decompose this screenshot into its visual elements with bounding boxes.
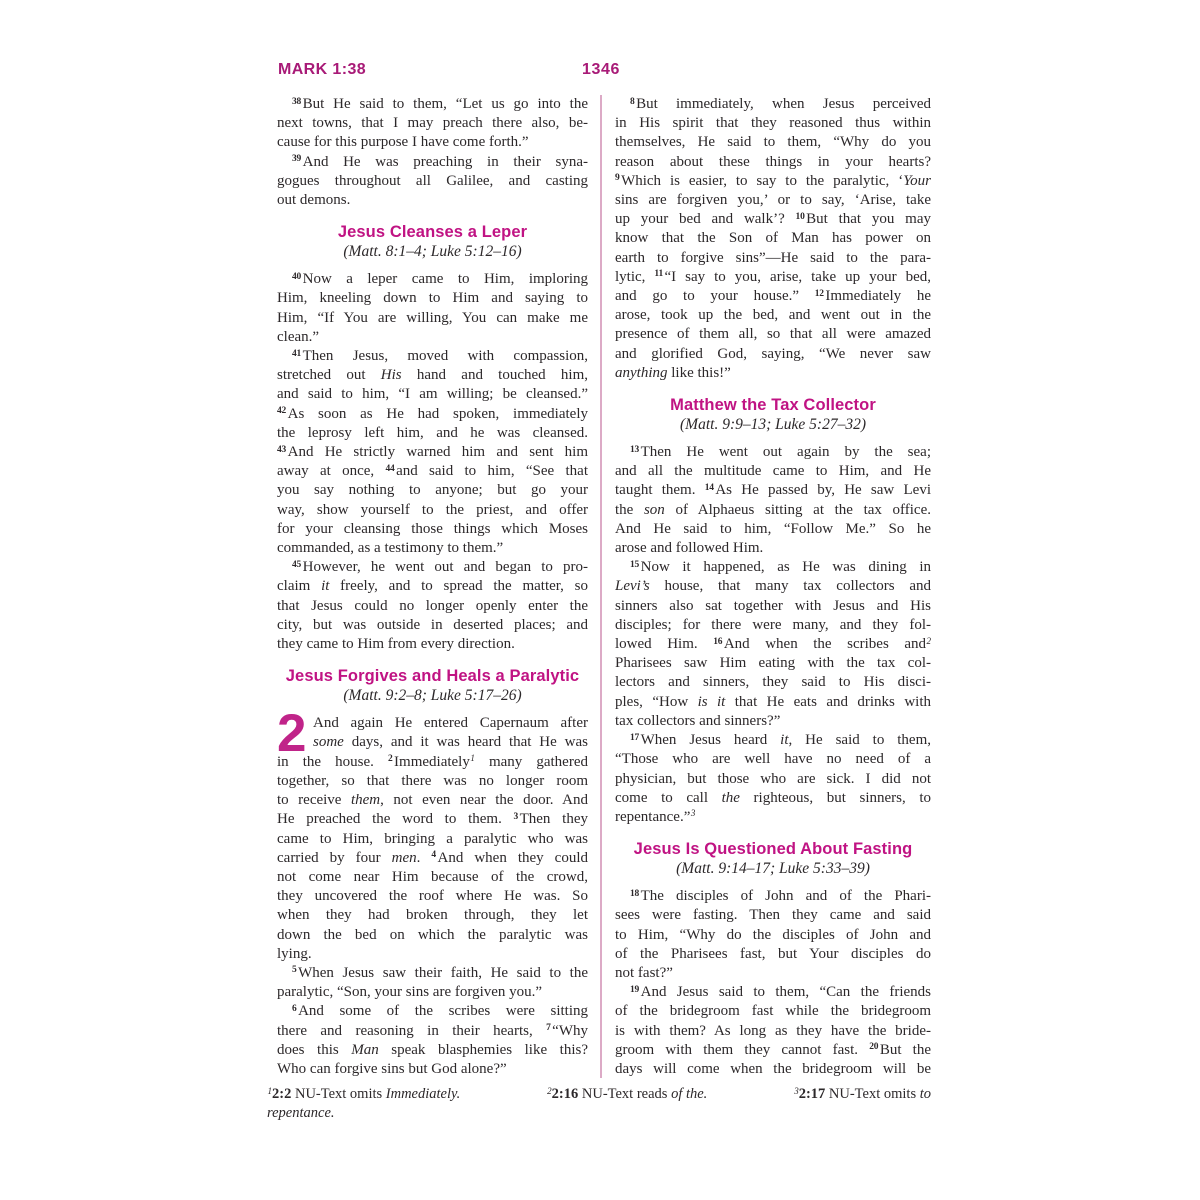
verse-line: up your bed and walk’? $^{10}$ But that you may bbox=[615, 211, 931, 228]
verse-line: to receive them, not even near the door. And bbox=[277, 792, 588, 809]
verse-line: of the bridegroom fast while the bridegroom bbox=[615, 1003, 931, 1020]
verse-paragraph bbox=[277, 1002, 588, 1079]
verse-line: you say nothing to anyone; but go your bbox=[277, 482, 588, 499]
verse-line: Him, kneeling down to Him and saying to bbox=[277, 290, 588, 307]
verse-line: away at once, $^{44}$ and said to him, “See that bbox=[277, 463, 588, 480]
verse-paragraph bbox=[277, 153, 588, 211]
verse-line: together, so that there was no longer room bbox=[277, 772, 588, 789]
verse-number: 42 bbox=[277, 406, 287, 417]
footnote-item: $^3$2:17 NU-Text omits to bbox=[794, 1085, 931, 1102]
verse-number: 4 bbox=[431, 850, 436, 861]
verse-line: not fast?” bbox=[615, 964, 673, 981]
verse-number: 15 bbox=[630, 559, 640, 570]
verse-line: the son of Alphaeus sitting at the tax office. bbox=[615, 501, 931, 518]
verse-number: 38 bbox=[292, 96, 302, 107]
verse-number: 16 bbox=[713, 636, 723, 647]
verse-line: and go to your house.” $^{12}$ Immediately he bbox=[615, 288, 931, 305]
verse-line: $^{45}$ However, he went out and began to pro- bbox=[292, 559, 588, 576]
verse-number: 5 bbox=[292, 965, 297, 976]
verse-line: Levi’s house, that many tax collectors and bbox=[615, 578, 931, 595]
verse-line: stretched out His hand and touched him, bbox=[277, 367, 588, 384]
verse-line: $^{40}$ Now a leper came to Him, imploring bbox=[292, 271, 588, 288]
verse-line: in His spirit that they reasoned thus within bbox=[615, 115, 931, 132]
verse-number: 7 bbox=[546, 1023, 551, 1034]
verse-line: $^{41}$ Then Jesus, moved with compassion, bbox=[292, 348, 588, 365]
footnote-marker: 3 bbox=[690, 808, 696, 819]
verse-line: for your cleansing those things which Moses bbox=[277, 520, 588, 537]
verse-line: of the Pharisees fast, but Your disciples do bbox=[615, 945, 931, 962]
section-heading: Jesus Forgives and Heals a Paralytic bbox=[285, 667, 580, 686]
verse-paragraph bbox=[277, 347, 588, 558]
verse-line: Him, “If You are willing, You can make me bbox=[277, 309, 588, 326]
verse-number: 19 bbox=[630, 984, 640, 995]
verse-line: gogues throughout all Galilee, and casting bbox=[277, 172, 588, 189]
verse-line: clean.” bbox=[277, 328, 320, 345]
page bbox=[267, 55, 931, 1121]
cross-reference: (Matt. 9:9–13; Luke 5:27–32) bbox=[680, 416, 866, 434]
verse-line: $^{13}$ Then He went out again by the sea; bbox=[630, 444, 931, 461]
running-head-book-reference: MARK 1:38 bbox=[278, 61, 367, 78]
verse-line: lying. bbox=[277, 945, 312, 962]
verse-line: came to Him, bringing a paralytic who was bbox=[277, 830, 588, 847]
verse-paragraph bbox=[277, 270, 588, 347]
verse-line: $^{43}$ And He strictly warned him and sent him bbox=[277, 444, 588, 461]
verse-line: claim it freely, and to spread the matter, so bbox=[277, 578, 588, 595]
verse-line: that Jesus could no longer openly enter the bbox=[277, 597, 588, 614]
chapter-number-dropcap: 2 bbox=[277, 704, 307, 764]
verse-number: 40 bbox=[292, 271, 302, 282]
verse-line: days will come when the bridegroom will be bbox=[615, 1060, 931, 1077]
verse-line: paralytic, “Son, your sins are forgiven you.” bbox=[277, 984, 543, 1001]
footnote-marker: 2 bbox=[547, 1085, 552, 1096]
verse-line: repentance.”$^3$ bbox=[615, 808, 696, 825]
verse-line: the leprosy left him, and he was cleansed. bbox=[277, 424, 588, 441]
verse-line: way, show yourself to the priest, and offer bbox=[277, 501, 588, 518]
verse-line: lytic, $^{11}$ “I say to you, arise, take up your bed, bbox=[615, 268, 931, 285]
cross-reference: (Matt. 9:14–17; Luke 5:33–39) bbox=[676, 860, 870, 878]
verse-line: presence of them all, so that all were amazed bbox=[615, 326, 931, 343]
verse-line: $^9$ Which is easier, to say to the paralytic, ‘Your bbox=[615, 172, 931, 189]
verse-line: city, but was outside in deserted places; and bbox=[277, 616, 588, 633]
verse-line: Who can forgive sins but God alone?” bbox=[277, 1060, 507, 1077]
footnote-item: $^2$2:16 NU-Text reads of the. bbox=[547, 1085, 708, 1102]
verse-line: themselves, He said to them, “Why do you bbox=[615, 134, 931, 151]
verse-paragraph bbox=[277, 95, 588, 153]
verse-line: $^{17}$ When Jesus heard it, He said to them, bbox=[630, 732, 931, 749]
verse-number: 12 bbox=[814, 288, 824, 299]
verse-line: sins are forgiven you,’ or to say, ‘Arise, take bbox=[615, 192, 931, 209]
verse-number: 43 bbox=[277, 444, 287, 455]
verse-line: commanded, as a testimony to them.” bbox=[277, 540, 504, 557]
verse-paragraph bbox=[277, 704, 588, 964]
verse-line: in the house. $^2$ Immediately$^1$ many gathered bbox=[277, 753, 588, 770]
verse-line: next towns, that I may preach there also, be- bbox=[277, 115, 588, 132]
verse-line: some days, and it was heard that He was bbox=[313, 734, 588, 751]
verse-line: earth to forgive sins”—He said to the para- bbox=[615, 249, 931, 266]
verse-line: $^5$ When Jesus saw their faith, He said to the bbox=[292, 964, 588, 981]
verse-line: when they had broken through, they let bbox=[277, 907, 588, 924]
verse-line: and glorified God, saying, “We never saw bbox=[615, 345, 931, 362]
verse-line: arose, took up the bed, and went out in the bbox=[615, 307, 931, 324]
verse-line: they came to Him from every direction. bbox=[277, 636, 515, 653]
verse-number: 13 bbox=[630, 444, 640, 455]
verse-number: 14 bbox=[704, 482, 714, 493]
verse-line: does this Man speak blasphemies like this? bbox=[277, 1041, 588, 1058]
verse-line: taught them. $^{14}$ As He passed by, He saw Levi bbox=[615, 482, 931, 499]
cross-reference: (Matt. 8:1–4; Luke 5:12–16) bbox=[343, 243, 522, 261]
verse-line: is with them? As long as they have the bride- bbox=[615, 1022, 931, 1039]
verse-line: to Him, “Why do the disciples of John and bbox=[615, 926, 931, 943]
verse-number: 44 bbox=[385, 463, 395, 474]
verse-number: 17 bbox=[630, 732, 640, 743]
verse-line: $^6$ And some of the scribes were sitting bbox=[292, 1003, 588, 1020]
verse-number: 8 bbox=[630, 96, 635, 107]
verse-line: $^{18}$ The disciples of John and of the Phari- bbox=[630, 888, 931, 905]
footnote-item: $^1$2:2 NU-Text omits Immediately. bbox=[267, 1085, 461, 1102]
verse-line: disciples; for there were many, and they fol- bbox=[615, 616, 931, 633]
verse-line: lowed Him. $^{16}$ And when the scribes and$^2$ bbox=[615, 635, 931, 653]
verse-number: 9 bbox=[615, 173, 620, 184]
verse-line: not come near Him because of the crowd, bbox=[277, 868, 588, 885]
verse-number: 2 bbox=[387, 754, 393, 765]
verse-line: He preached the word to them. $^3$ Then they bbox=[277, 811, 588, 828]
verse-number: 18 bbox=[630, 888, 640, 899]
verse-line: come to call the righteous, but sinners, to bbox=[615, 789, 931, 806]
verse-line: and said to him, “I am willing; be cleansed.” bbox=[277, 386, 588, 403]
verse-number: 41 bbox=[292, 348, 302, 359]
verse-number: 39 bbox=[292, 154, 302, 165]
page-header bbox=[277, 55, 931, 77]
verse-paragraph bbox=[277, 964, 588, 1002]
verse-line: out demons. bbox=[277, 192, 351, 209]
verse-line: sees were fasting. Then they came and said bbox=[615, 907, 931, 924]
verse-line: And again He entered Capernaum after bbox=[313, 715, 588, 732]
verse-line: sinners also sat together with Jesus and His bbox=[615, 597, 931, 614]
verse-line: and all the multitude came to Him, and He bbox=[615, 463, 931, 480]
column-left bbox=[277, 95, 588, 1079]
verse-line: arose and followed Him. bbox=[615, 540, 764, 557]
verse-paragraph bbox=[615, 983, 931, 1079]
verse-line: there and reasoning in their hearts, $^7$ “Why bbox=[277, 1022, 588, 1039]
footnote-marker: 2 bbox=[926, 635, 931, 646]
footnotes-row bbox=[267, 1086, 931, 1104]
verse-number: 20 bbox=[869, 1042, 879, 1053]
verse-number: 10 bbox=[795, 211, 805, 222]
verse-line: $^{42}$ As soon as He had spoken, immediately bbox=[277, 405, 588, 422]
verse-line: anything like this!” bbox=[615, 364, 731, 381]
verse-line: $^{38}$ But He said to them, “Let us go into the bbox=[292, 96, 588, 112]
verse-line: reason about these things in your hearts? bbox=[615, 153, 931, 170]
verse-line: “Those who are well have no need of a bbox=[615, 751, 931, 768]
verse-line: And He said to him, “Follow Me.” So he bbox=[615, 520, 931, 537]
section-heading: Matthew the Tax Collector bbox=[670, 396, 876, 415]
verse-line: lectors and sinners, they said to His disci- bbox=[615, 674, 931, 691]
verse-line: they uncovered the roof where He was. So bbox=[277, 888, 588, 905]
verse-number: 3 bbox=[513, 811, 519, 822]
verse-line: $^{15}$ Now it happened, as He was dining in bbox=[630, 559, 931, 576]
verse-line: physician, but those who are sick. I did not bbox=[615, 770, 931, 787]
verse-line: groom with them they cannot fast. $^{20}$ But the bbox=[615, 1041, 931, 1058]
verse-line: tax collectors and sinners?” bbox=[615, 712, 781, 729]
text-columns bbox=[277, 95, 931, 1079]
verse-line: down the bed on which the paralytic was bbox=[277, 926, 588, 943]
verse-paragraph bbox=[615, 887, 931, 983]
footnote-continuation: repentance. bbox=[267, 1104, 335, 1121]
verse-number: 45 bbox=[292, 559, 302, 570]
verse-paragraph bbox=[615, 443, 931, 558]
verse-line: carried by four men. $^4$ And when they could bbox=[277, 849, 588, 866]
column-right bbox=[615, 95, 931, 1079]
verse-line: cause for this purpose I have come forth.” bbox=[277, 134, 529, 151]
page-number: 1346 bbox=[582, 61, 620, 78]
verse-paragraph bbox=[615, 731, 931, 827]
verse-line: $^{19}$ And Jesus said to them, “Can the friends bbox=[630, 984, 931, 1001]
section-heading: Jesus Is Questioned About Fasting bbox=[633, 840, 913, 859]
cross-reference: (Matt. 9:2–8; Luke 5:17–26) bbox=[343, 687, 522, 705]
verse-line: ples, “How is it that He eats and drinks with bbox=[615, 693, 931, 710]
footnote-marker: 1 bbox=[267, 1085, 272, 1096]
footnote-marker: 1 bbox=[470, 753, 475, 764]
verse-number: 11 bbox=[654, 269, 663, 280]
verse-line: $^8$ But immediately, when Jesus perceived bbox=[630, 96, 931, 112]
footnote-marker: 3 bbox=[794, 1085, 799, 1096]
verse-number: 6 bbox=[292, 1003, 297, 1014]
verse-paragraph bbox=[277, 558, 588, 654]
verse-line: $^{39}$ And He was preaching in their syna- bbox=[292, 153, 588, 170]
footnotes-block bbox=[267, 1086, 931, 1122]
verse-paragraph bbox=[615, 95, 931, 383]
verse-line: Pharisees saw Him eating with the tax col- bbox=[615, 655, 931, 672]
verse-paragraph bbox=[615, 558, 931, 731]
section-heading: Jesus Cleanses a Leper bbox=[337, 223, 528, 242]
verse-line: know that the Son of Man has power on bbox=[615, 230, 931, 247]
